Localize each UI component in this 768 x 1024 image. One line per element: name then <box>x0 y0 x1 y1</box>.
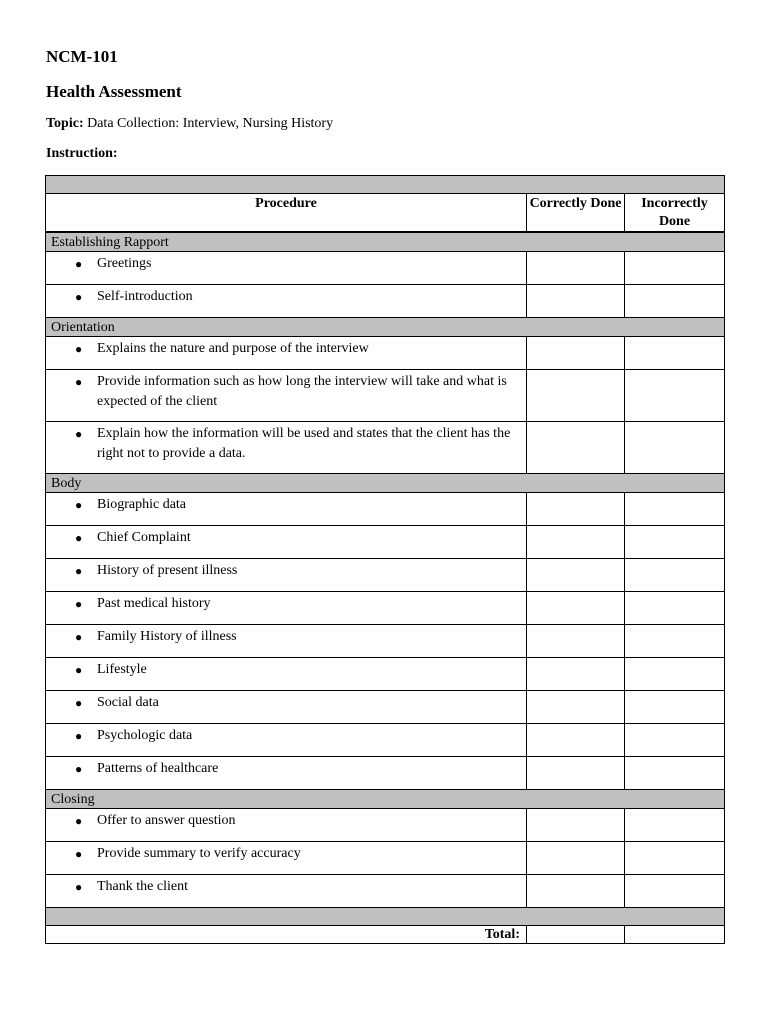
correctly-done-header: Correctly Done <box>527 194 625 233</box>
procedure-text: Explain how the information will be used and states that the client has the right not to provide a data. <box>97 426 511 461</box>
procedure-header: Procedure <box>46 194 527 233</box>
bullet-icon: ● <box>75 663 83 677</box>
incorrectly-done-cell[interactable] <box>625 559 725 592</box>
procedure-row <box>46 493 725 526</box>
correctly-done-cell[interactable] <box>527 559 625 592</box>
procedure-checklist-table <box>45 175 725 944</box>
correctly-done-cell[interactable] <box>527 337 625 370</box>
incorrectly-done-cell[interactable] <box>625 658 725 691</box>
procedure-row <box>46 592 725 625</box>
bullet-icon: ● <box>75 729 83 743</box>
bullet-icon: ● <box>75 814 83 828</box>
incorrectly-done-cell[interactable] <box>625 493 725 526</box>
course-code: NCM-101 <box>46 47 118 66</box>
correctly-done-cell[interactable] <box>527 658 625 691</box>
topic-value: Data Collection: Interview, Nursing History <box>87 116 334 131</box>
total-label: Total: <box>46 926 527 944</box>
procedure-text: Provide information such as how long the interview will take and what is expected of the client <box>97 374 507 409</box>
incorrectly-done-header: Incorrectly Done <box>625 194 725 233</box>
procedure-text: Psychologic data <box>97 728 193 743</box>
section-row <box>46 790 725 809</box>
procedure-cell <box>46 625 527 658</box>
incorrectly-done-cell[interactable] <box>625 809 725 842</box>
correctly-done-cell[interactable] <box>527 285 625 318</box>
total-correct-cell[interactable] <box>527 926 625 944</box>
correctly-done-cell[interactable] <box>527 422 625 474</box>
procedure-cell <box>46 559 527 592</box>
procedure-text: Lifestyle <box>97 662 147 677</box>
procedure-text: Past medical history <box>97 596 211 611</box>
bullet-icon: ● <box>75 847 83 861</box>
bullet-icon: ● <box>75 342 83 356</box>
incorrectly-done-cell[interactable] <box>625 592 725 625</box>
procedure-row <box>46 422 725 474</box>
correctly-done-cell[interactable] <box>527 809 625 842</box>
correctly-done-cell[interactable] <box>527 625 625 658</box>
procedure-text: Family History of illness <box>97 629 237 644</box>
procedure-cell <box>46 422 527 474</box>
topic-label: Topic: <box>46 116 84 131</box>
bullet-icon: ● <box>75 597 83 611</box>
incorrectly-done-cell[interactable] <box>625 370 725 422</box>
subject-title: Health Assessment <box>46 82 182 101</box>
incorrectly-done-cell[interactable] <box>625 285 725 318</box>
top-band <box>46 176 725 194</box>
incorrectly-done-cell[interactable] <box>625 422 725 474</box>
procedure-cell <box>46 875 527 908</box>
bullet-icon: ● <box>75 257 83 271</box>
total-row <box>46 926 725 944</box>
procedure-cell <box>46 526 527 559</box>
procedure-cell <box>46 252 527 285</box>
section-row <box>46 318 725 337</box>
procedure-cell <box>46 809 527 842</box>
incorrectly-done-cell[interactable] <box>625 724 725 757</box>
procedure-text: History of present illness <box>97 563 238 578</box>
procedure-cell <box>46 370 527 422</box>
procedure-text: Offer to answer question <box>97 813 236 828</box>
total-incorrect-cell[interactable] <box>625 926 725 944</box>
bullet-icon: ● <box>75 630 83 644</box>
procedure-row <box>46 757 725 790</box>
procedure-text: Greetings <box>97 256 152 271</box>
incorrectly-done-cell[interactable] <box>625 757 725 790</box>
correctly-done-cell[interactable] <box>527 252 625 285</box>
procedure-row <box>46 559 725 592</box>
procedure-text: Chief Complaint <box>97 530 191 545</box>
procedure-row <box>46 625 725 658</box>
procedure-text: Biographic data <box>97 497 187 512</box>
incorrectly-done-cell[interactable] <box>625 337 725 370</box>
correctly-done-cell[interactable] <box>527 875 625 908</box>
procedure-cell <box>46 285 527 318</box>
correctly-done-cell[interactable] <box>527 370 625 422</box>
procedure-cell <box>46 592 527 625</box>
bullet-icon: ● <box>75 498 83 512</box>
correctly-done-cell[interactable] <box>527 691 625 724</box>
procedure-cell <box>46 757 527 790</box>
correctly-done-cell[interactable] <box>527 592 625 625</box>
procedure-text: Social data <box>97 695 159 710</box>
instruction-label: Instruction: <box>46 146 118 161</box>
bullet-icon: ● <box>75 564 83 578</box>
procedure-row <box>46 875 725 908</box>
section-title: Establishing Rapport <box>46 232 725 252</box>
section-title: Orientation <box>46 318 725 337</box>
bullet-icon: ● <box>75 531 83 545</box>
bottom-band <box>46 908 725 926</box>
procedure-row <box>46 252 725 285</box>
procedure-row <box>46 337 725 370</box>
procedure-text: Explains the nature and purpose of the interview <box>97 341 369 356</box>
procedure-row <box>46 285 725 318</box>
incorrectly-done-cell[interactable] <box>625 625 725 658</box>
checklist-body <box>46 176 725 944</box>
procedure-row <box>46 842 725 875</box>
topic-line <box>46 116 333 132</box>
bullet-icon: ● <box>75 290 83 304</box>
incorrectly-done-cell[interactable] <box>625 252 725 285</box>
procedure-row <box>46 370 725 422</box>
correctly-done-cell[interactable] <box>527 724 625 757</box>
procedure-row <box>46 658 725 691</box>
correctly-done-cell[interactable] <box>527 526 625 559</box>
bullet-icon: ● <box>75 696 83 710</box>
incorrectly-done-cell[interactable] <box>625 842 725 875</box>
procedure-cell <box>46 493 527 526</box>
procedure-row <box>46 691 725 724</box>
procedure-text: Self-introduction <box>97 289 193 304</box>
procedure-row <box>46 526 725 559</box>
procedure-cell <box>46 658 527 691</box>
correctly-done-cell[interactable] <box>527 493 625 526</box>
procedure-text: Patterns of healthcare <box>97 761 219 776</box>
procedure-cell <box>46 724 527 757</box>
bullet-icon: ● <box>75 762 83 776</box>
section-title: Closing <box>46 790 725 809</box>
correctly-done-cell[interactable] <box>527 842 625 875</box>
section-title: Body <box>46 474 725 493</box>
incorrectly-done-cell[interactable] <box>625 526 725 559</box>
header-row <box>46 194 725 233</box>
procedure-row <box>46 724 725 757</box>
procedure-cell <box>46 337 527 370</box>
correctly-done-cell[interactable] <box>527 757 625 790</box>
bullet-icon: ● <box>75 375 83 389</box>
bullet-icon: ● <box>75 427 83 441</box>
procedure-cell <box>46 842 527 875</box>
incorrectly-done-cell[interactable] <box>625 691 725 724</box>
procedure-text: Provide summary to verify accuracy <box>97 846 301 861</box>
procedure-cell <box>46 691 527 724</box>
bullet-icon: ● <box>75 880 83 894</box>
procedure-row <box>46 809 725 842</box>
incorrectly-done-cell[interactable] <box>625 875 725 908</box>
procedure-text: Thank the client <box>97 879 188 894</box>
section-row <box>46 232 725 252</box>
section-row <box>46 474 725 493</box>
